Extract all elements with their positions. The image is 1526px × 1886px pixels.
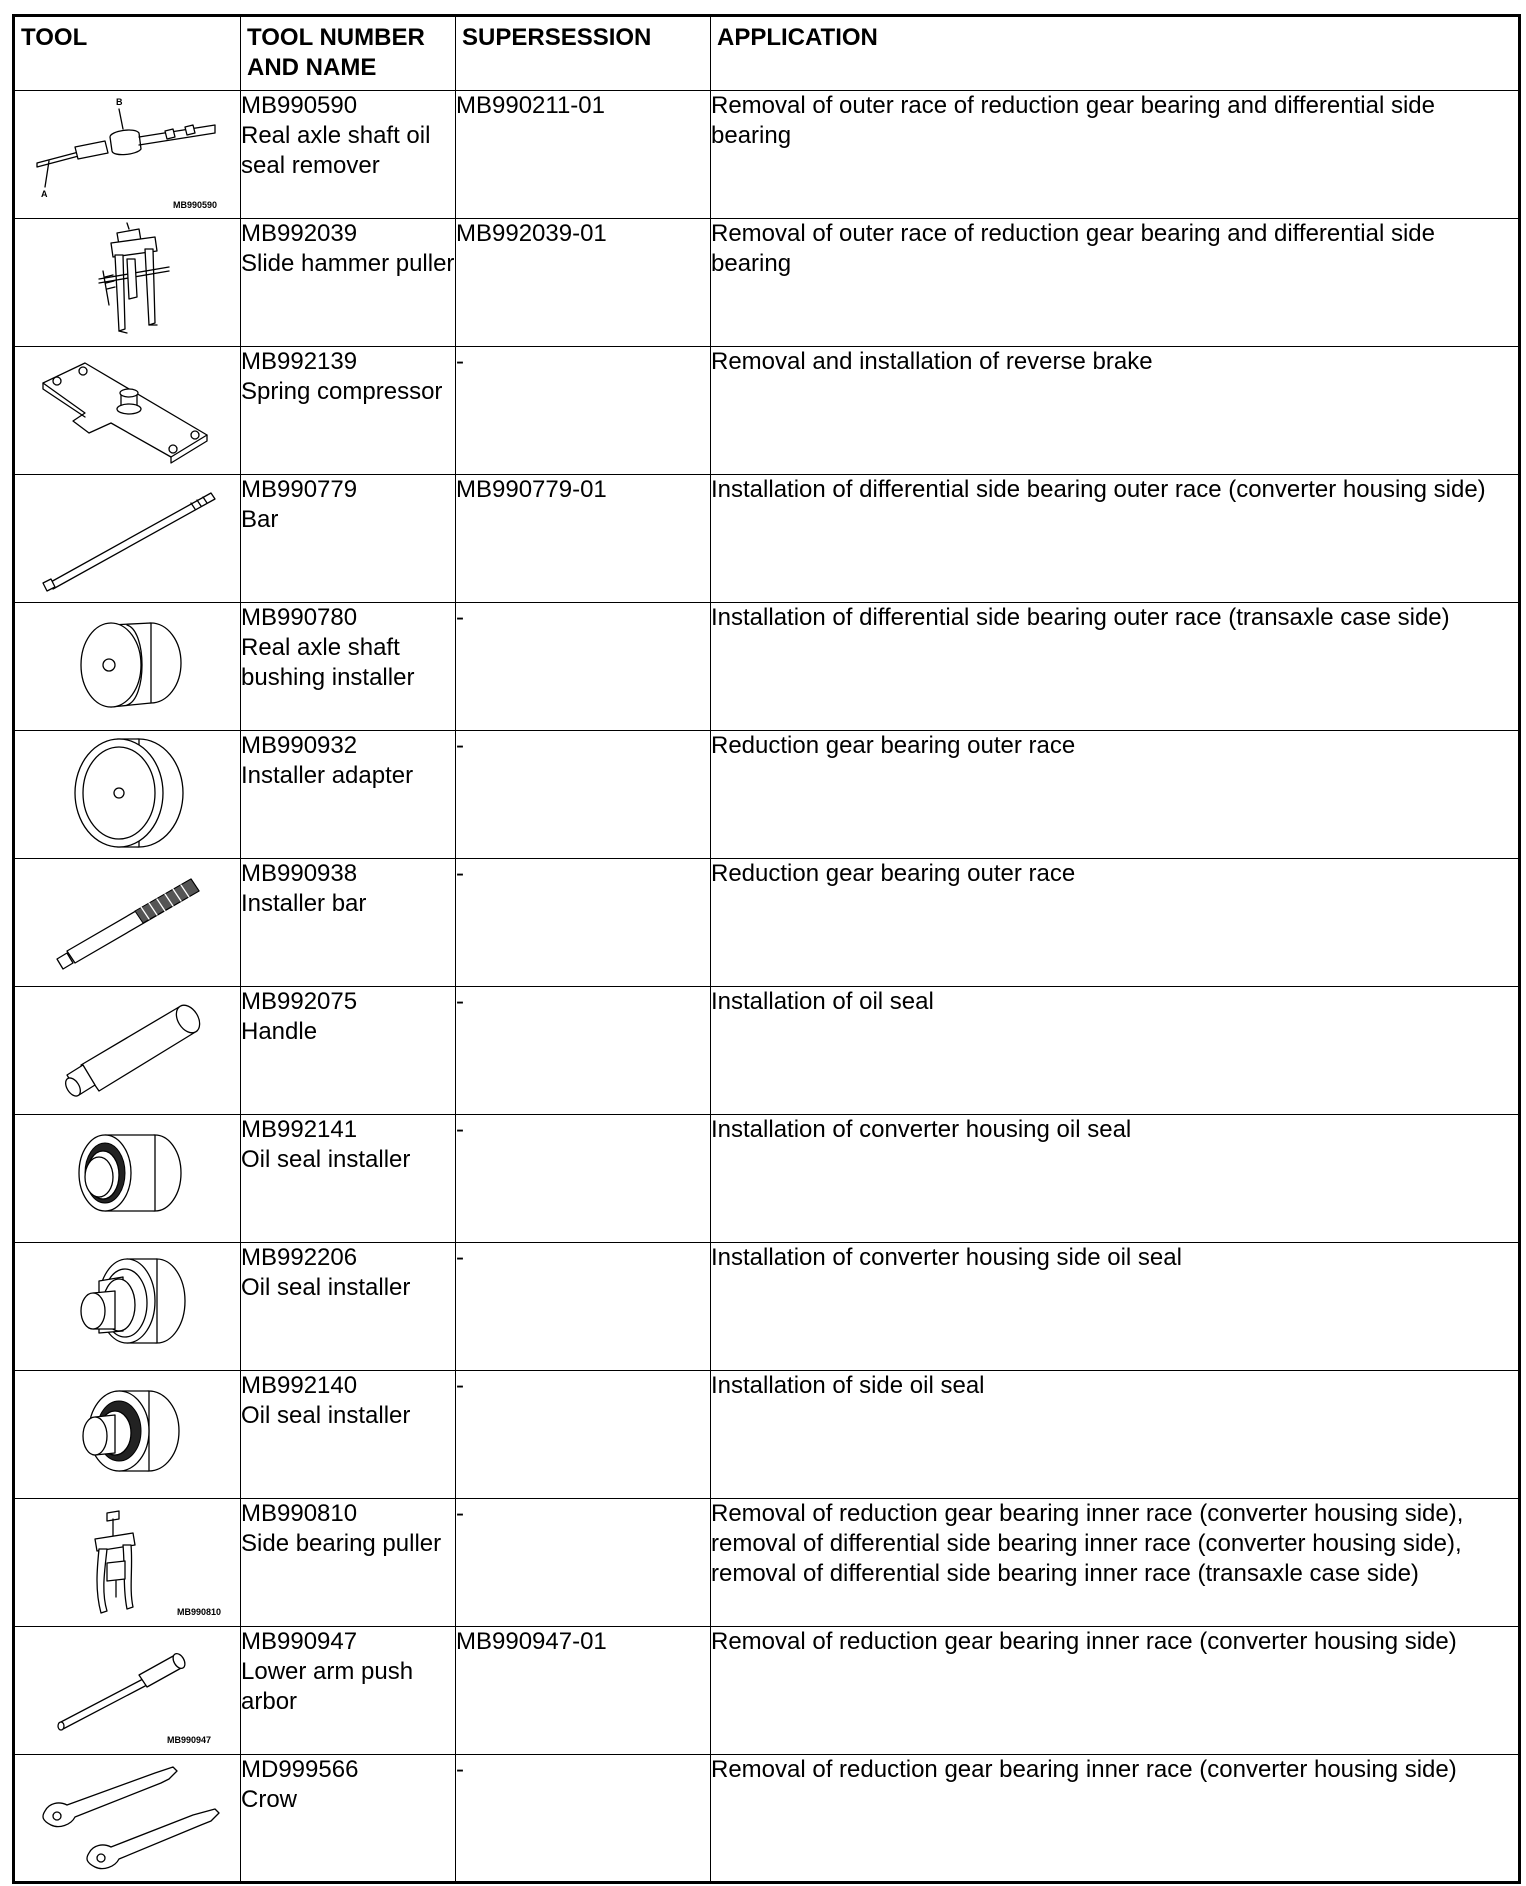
tool-number: MB992139 [241, 348, 358, 375]
application: Removal of outer race of reduction gear bearing and differential side bearing [711, 91, 1520, 219]
tool-name: Installer adapter [241, 762, 414, 789]
application: Installation of side oil seal [711, 1371, 1520, 1499]
tool-name: Lower arm push arbor [241, 1658, 414, 1715]
table-row [14, 731, 1520, 859]
tool-number: MB992141 [241, 1116, 358, 1143]
table-row [14, 603, 1520, 731]
bushing-installer-icon [15, 603, 240, 729]
tool-number: MB990932 [241, 732, 358, 759]
tool-name: Oil seal installer [241, 1274, 411, 1301]
supersession: MB992039-01 [456, 219, 711, 347]
supersession: - [456, 859, 711, 987]
table-header-row [14, 16, 1520, 91]
handle-icon [15, 987, 240, 1113]
tool-name: Installer bar [241, 890, 367, 917]
slide-hammer-puller-icon [15, 219, 240, 345]
application: Removal of reduction gear bearing inner race (converter housing side) [711, 1755, 1520, 1883]
tool-number: MB992039 [241, 220, 358, 247]
header-tool: TOOL [14, 16, 241, 91]
slide-hammer-rod-icon [15, 91, 240, 217]
table-row [14, 1243, 1520, 1371]
label-b: B [116, 97, 123, 107]
table-row [14, 859, 1520, 987]
application: Removal of reduction gear bearing inner race (converter housing side), removal of differential side bearing inner race (converter housing side), removal of differential side bearing inner race (transaxle case side) [711, 1499, 1520, 1627]
table-row [14, 1499, 1520, 1627]
application: Removal of outer race of reduction gear bearing and differential side bearing [711, 219, 1520, 347]
special-tools-table [12, 14, 1521, 1884]
application: Reduction gear bearing outer race [711, 731, 1520, 859]
supersession: - [456, 1371, 711, 1499]
tool-number: MB990780 [241, 604, 358, 631]
tool-name: Handle [241, 1018, 318, 1045]
supersession: - [456, 1243, 711, 1371]
tool-name: Real axle shaft bushing installer [241, 634, 415, 691]
side-bearing-puller-icon [15, 1499, 240, 1625]
supersession: - [456, 1499, 711, 1627]
application: Installation of converter housing side oil seal [711, 1243, 1520, 1371]
stepped-oil-seal-installer-icon [15, 1243, 240, 1369]
spring-compressor-icon [15, 347, 240, 473]
application: Installation of differential side bearing outer race (transaxle case side) [711, 603, 1520, 731]
label-a: A [41, 189, 48, 199]
tool-number: MB990779 [241, 476, 358, 503]
tool-number: MB990810 [241, 1500, 358, 1527]
table-row [14, 1115, 1520, 1243]
tool-number: MB992206 [241, 1244, 358, 1271]
tool-name: Slide hammer puller [241, 250, 455, 277]
table-row [14, 91, 1520, 219]
tool-name: Real axle shaft oil seal remover [241, 122, 431, 179]
tool-number: MB992075 [241, 988, 358, 1015]
supersession: MB990947-01 [456, 1627, 711, 1755]
bar-icon [15, 475, 240, 601]
tool-number: MD999566 [241, 1756, 359, 1783]
tool-name: Crow [241, 1786, 298, 1813]
header-application: APPLICATION [711, 16, 1520, 91]
supersession: MB990779-01 [456, 475, 711, 603]
supersession: - [456, 347, 711, 475]
application: Installation of converter housing oil seal [711, 1115, 1520, 1243]
supersession: - [456, 731, 711, 859]
application: Installation of oil seal [711, 987, 1520, 1115]
header-tool-number-and-name: TOOL NUMBER AND NAME [241, 16, 456, 91]
oil-seal-installer-icon [15, 1115, 240, 1241]
tool-number: MB990938 [241, 860, 358, 887]
tool-name: Bar [241, 506, 279, 533]
table-row [14, 1371, 1520, 1499]
application: Installation of differential side bearing outer race (converter housing side) [711, 475, 1520, 603]
tool-number: MB990590 [241, 92, 358, 119]
drawing-tag: MB990947 [167, 1735, 212, 1745]
installer-adapter-icon [15, 731, 240, 857]
tool-name: Oil seal installer [241, 1402, 411, 1429]
push-arbor-icon [15, 1627, 240, 1753]
table-row [14, 347, 1520, 475]
tool-name: Spring compressor [241, 378, 443, 405]
tool-name: Oil seal installer [241, 1146, 411, 1173]
table-row [14, 475, 1520, 603]
tool-name: Side bearing puller [241, 1530, 442, 1557]
supersession: - [456, 987, 711, 1115]
tool-number: MB990947 [241, 1628, 358, 1655]
table-row [14, 219, 1520, 347]
application: Reduction gear bearing outer race [711, 859, 1520, 987]
supersession: MB990211-01 [456, 91, 711, 219]
table-row [14, 1755, 1520, 1883]
supersession: - [456, 603, 711, 731]
supersession: - [456, 1115, 711, 1243]
crow-icon [15, 1755, 240, 1881]
tool-number: MB992140 [241, 1372, 358, 1399]
table-row [14, 987, 1520, 1115]
drawing-tag: MB990590 [173, 200, 218, 210]
application: Removal and installation of reverse brake [711, 347, 1520, 475]
side-oil-seal-installer-icon [15, 1371, 240, 1497]
installer-bar-icon [15, 859, 240, 985]
table-row [14, 1627, 1520, 1755]
drawing-tag: MB990810 [177, 1607, 222, 1617]
application: Removal of reduction gear bearing inner race (converter housing side) [711, 1627, 1520, 1755]
header-supersession: SUPERSESSION [456, 16, 711, 91]
supersession: - [456, 1755, 711, 1883]
